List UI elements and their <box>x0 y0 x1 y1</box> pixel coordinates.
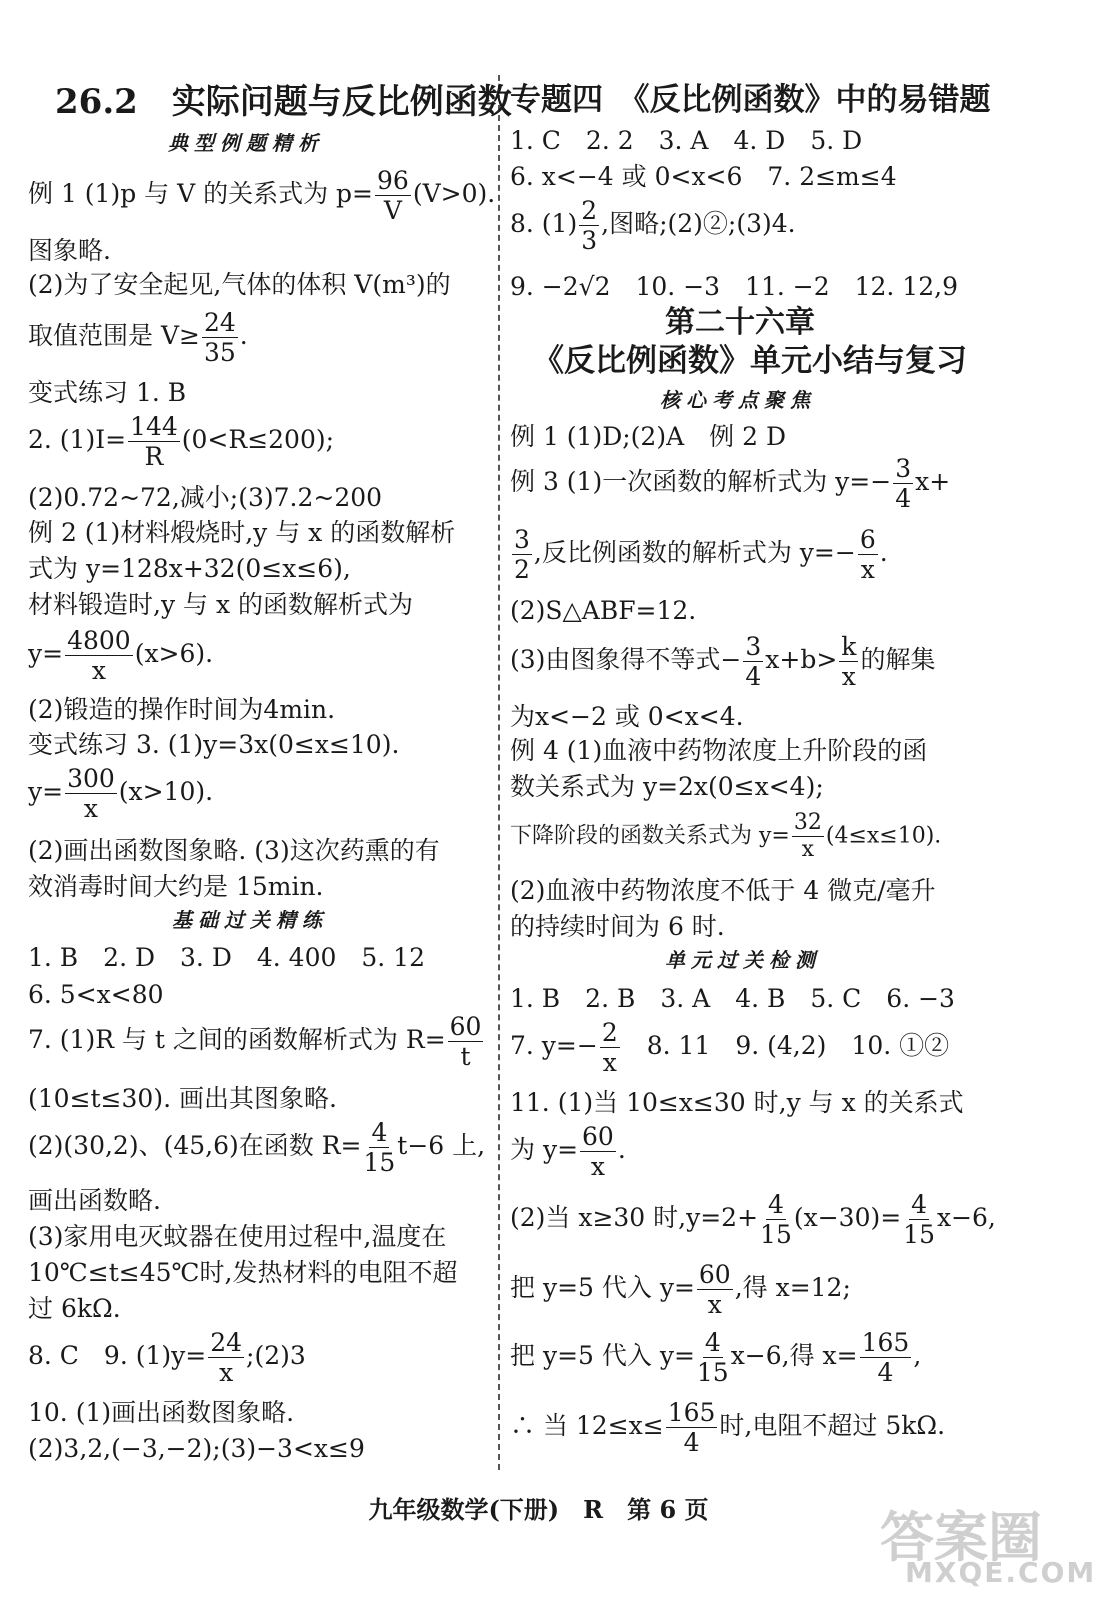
fraction: $\frac{60}{t}$ <box>449 1012 482 1071</box>
text-line: y= $\frac{4800}{x}$ (x>6). <box>28 626 214 685</box>
text-line: 为 y= $\frac{60}{x}$ . <box>510 1122 626 1181</box>
text-line: 7. y=− $\frac{2}{x}$ 8. 11 9. (4,2) 10. ①② <box>510 1018 950 1077</box>
text-line: (2)S△ABF=12. <box>510 596 697 625</box>
text-line: 8. C 9. (1)y= $\frac{24}{x}$ ;(2)3 <box>28 1328 306 1387</box>
fraction: $\frac{300}{x}$ <box>67 764 115 823</box>
fraction: $\frac{165}{4}$ <box>667 1398 716 1457</box>
column-divider <box>498 75 500 1470</box>
text-line: 1. C 2. 2 3. A 4. D 5. D <box>510 126 863 155</box>
text-line: 6. 5<x<80 <box>28 980 164 1009</box>
text-line: 例 2 (1)材料煅烧时,y 与 x 的函数解析 <box>28 518 456 547</box>
text-line: 把 y=5 代入 y= $\frac{60}{x}$ ,得 x=12; <box>510 1260 851 1319</box>
text-line: (10≤t≤30). 画出其图象略. <box>28 1084 337 1113</box>
text-line: 取值范围是 V≥ $\frac{24}{35}$ . <box>28 308 248 367</box>
text-line: 10℃≤t≤45℃时,发热材料的电阻不超 <box>28 1258 458 1287</box>
text-line: 图象略. <box>28 236 111 265</box>
fraction: $\frac{96}{V}$ <box>377 166 409 225</box>
section-title: 专题四 《反比例函数》中的易错题 <box>510 82 991 118</box>
watermark-logo: 答案圈 <box>880 1506 1042 1569</box>
fraction: $\frac{3}{4}$ <box>745 632 762 691</box>
fraction: $\frac{60}{x}$ <box>698 1260 731 1319</box>
fraction: $\frac{6}{x}$ <box>859 525 876 584</box>
example-1-line: 例 1 (1)p 与 V 的关系式为 p= $\frac{96}{V}$ (V>0). <box>28 166 496 225</box>
page-footer: 九年级数学(下册) R 第 6 页 <box>368 1495 709 1524</box>
text-line: 1. B 2. B 3. A 4. B 5. C 6. −3 <box>510 984 955 1013</box>
chapter-heading: 第二十六章 <box>665 305 815 340</box>
text-line: (3)家用电灭蚊器在使用过程中,温度在 <box>28 1222 447 1251</box>
watermark-url: MXQE.COM <box>905 1556 1096 1589</box>
subheading-unit-test: 单元过关检测 <box>665 948 821 972</box>
fraction: $\frac{4}{15}$ <box>903 1190 935 1249</box>
text-line: 例 1 (1)D;(2)A 例 2 D <box>510 422 786 451</box>
text-line: 的持续时间为 6 时. <box>510 912 725 941</box>
text-line: 过 6kΩ. <box>28 1294 121 1323</box>
text-line: 把 y=5 代入 y= $\frac{4}{15}$ x−6,得 x= $\frac{165}{4}$ , <box>510 1328 922 1387</box>
fraction: $\frac{165}{4}$ <box>861 1328 910 1387</box>
fraction: $\frac{4}{15}$ <box>760 1190 792 1249</box>
fraction: $\frac{4}{15}$ <box>363 1118 396 1177</box>
fraction: $\frac{4}{15}$ <box>696 1328 729 1387</box>
text-line: 例 4 (1)血液中药物浓度上升阶段的函 <box>510 736 928 765</box>
fraction: $\frac{k}{x}$ <box>841 632 857 691</box>
text-line: ∴ 当 12≤x≤ $\frac{165}{4}$ 时,电阻不超过 5kΩ. <box>510 1398 946 1457</box>
fraction: $\frac{24}{35}$ <box>203 308 236 367</box>
section-title: 26.2 实际问题与反比例函数 <box>55 82 512 122</box>
text-line: 9. −2√2 10. −3 11. −2 12. 12,9 <box>510 272 958 301</box>
chapter-title: 《反比例函数》单元小结与复习 <box>533 343 967 379</box>
text-line: (2)为了安全起见,气体的体积 V(m³)的 <box>28 270 451 299</box>
text-line: 为x<−2 或 0<x<4. <box>510 702 744 731</box>
text-line: 数关系式为 y=2x(0≤x<4); <box>510 772 824 801</box>
fraction: $\frac{3}{2}$ <box>514 525 530 584</box>
fraction: $\frac{4800}{x}$ <box>67 626 131 685</box>
text-line: 变式练习 1. B <box>28 378 187 407</box>
text-line: 效消毒时间大约是 15min. <box>28 872 324 901</box>
fraction: $\frac{2}{x}$ <box>601 1018 618 1077</box>
text-line: 材料锻造时,y 与 x 的函数解析式为 <box>28 590 414 619</box>
text-line: y= $\frac{300}{x}$ (x>10). <box>28 764 214 823</box>
fraction: $\frac{2}{3}$ <box>581 196 598 255</box>
text-line: (2)画出函数图象略. (3)这次药熏的有 <box>28 836 440 865</box>
subheading-practice: 基础过关精练 <box>172 908 328 932</box>
text-line: $\frac{3}{2}$ ,反比例函数的解析式为 y=− $\frac{6}{x}$ . <box>514 525 888 584</box>
fraction: $\frac{32}{x}$ <box>793 810 822 862</box>
text-line: (2)锻造的操作时间为4min. <box>28 695 336 724</box>
text-line: 8. (1) $\frac{2}{3}$ ,图略;(2)②;(3)4. <box>510 196 796 255</box>
fraction: $\frac{60}{x}$ <box>582 1122 614 1181</box>
text-line: (2)当 x≥30 时,y=2+ $\frac{4}{15}$ (x−30)= $\frac{4}{15}$ x−6, <box>510 1190 996 1249</box>
fraction: $\frac{144}{R}$ <box>130 412 178 471</box>
text-line: 2. (1)I= $\frac{144}{R}$ (0<R≤200); <box>28 412 335 471</box>
text-line: 下降阶段的函数关系式为 y= $\frac{32}{x}$ (4≤x≤10). <box>510 810 942 862</box>
text-line: 7. (1)R 与 t 之间的函数解析式为 R= $\frac{60}{t}$ <box>28 1012 482 1071</box>
text-line: (2)0.72~72,减小;(3)7.2~200 <box>28 483 383 512</box>
fraction: $\frac{3}{4}$ <box>895 454 912 513</box>
fraction: $\frac{24}{x}$ <box>210 1328 243 1387</box>
text-line: (2)血液中药物浓度不低于 4 微克/毫升 <box>510 876 936 905</box>
text-line: (3)由图象得不等式− $\frac{3}{4}$ x+b> $\frac{k}{x}$ 的解集 <box>510 632 936 691</box>
text-line: 6. x<−4 或 0<x<6 7. 2≤m≤4 <box>510 162 897 191</box>
text-line: 1. B 2. D 3. D 4. 400 5. 12 <box>28 943 425 972</box>
subheading-core: 核心考点聚焦 <box>660 388 816 412</box>
text-line: 变式练习 3. (1)y=3x(0≤x≤10). <box>28 730 400 759</box>
text-line: (2)(30,2)、(45,6)在函数 R= $\frac{4}{15}$ t−6 上, <box>28 1118 486 1177</box>
text-line: 式为 y=128x+32(0≤x≤6), <box>28 554 351 583</box>
text-line: 画出函数略. <box>28 1186 161 1215</box>
text-line: 例 3 (1)一次函数的解析式为 y=− $\frac{3}{4}$ x+ <box>510 454 951 513</box>
text-line: 11. (1)当 10≤x≤30 时,y 与 x 的关系式 <box>510 1088 964 1117</box>
subheading-examples: 典型例题精析 <box>168 131 324 155</box>
text-line: 10. (1)画出函数图象略. <box>28 1398 295 1427</box>
text-line: (2)3,2,(−3,−2);(3)−3<x≤9 <box>28 1434 365 1463</box>
